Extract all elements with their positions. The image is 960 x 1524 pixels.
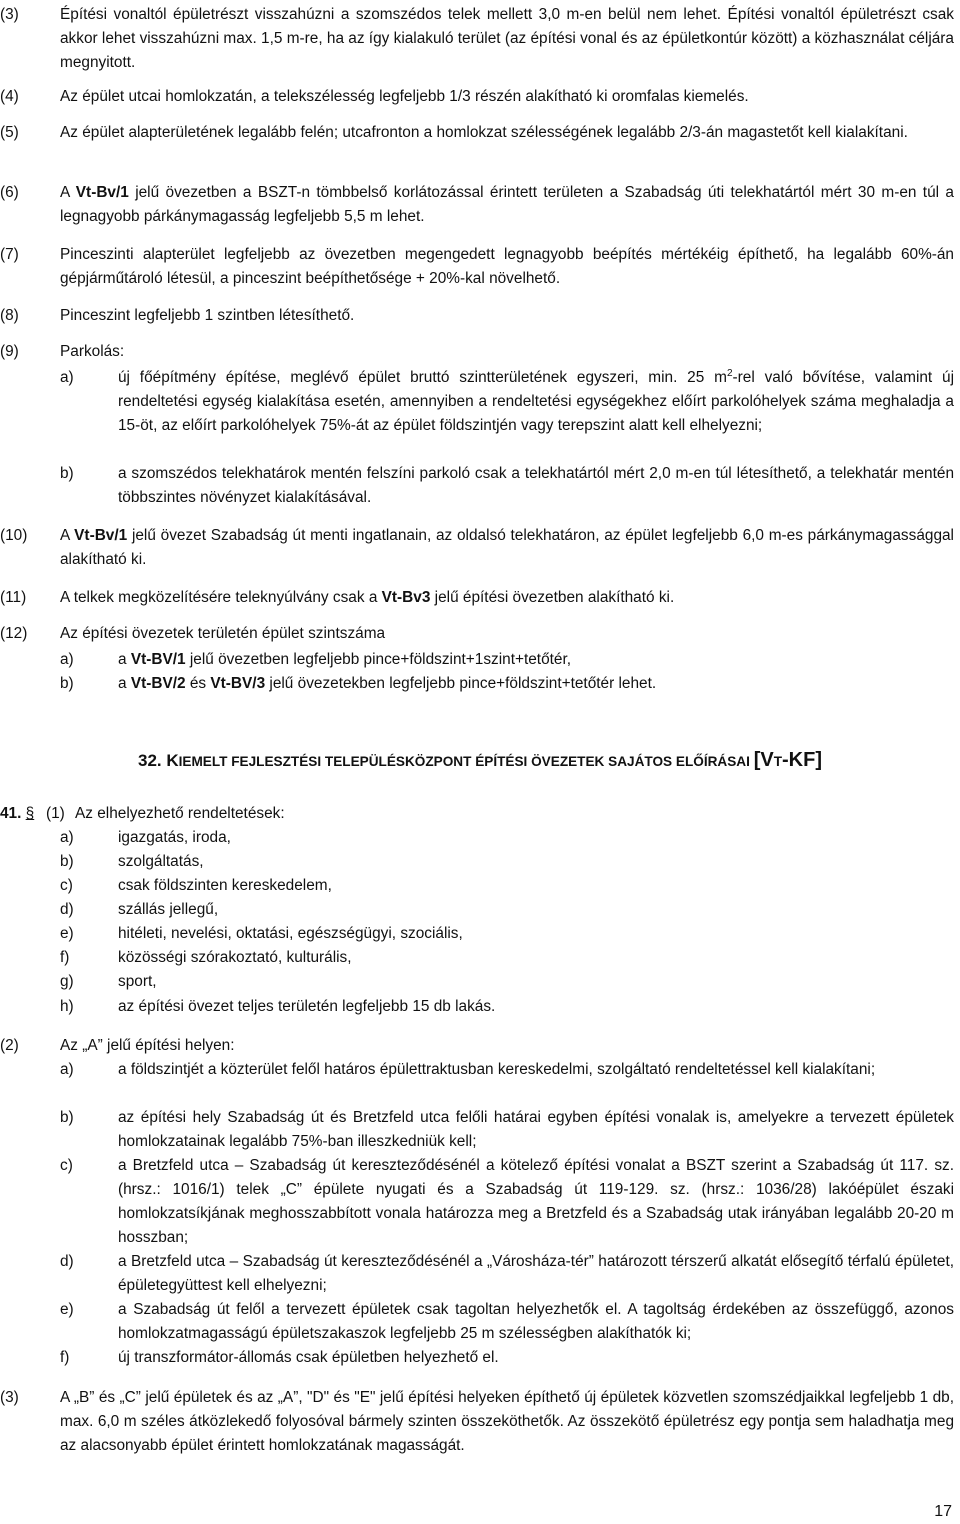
list-item-label: a) (60, 369, 74, 386)
paragraph-3 (0, 3, 960, 75)
list-item (0, 946, 960, 970)
list-item-text: szolgáltatás, (118, 853, 204, 870)
list-item-label: g) (60, 973, 74, 990)
zone-code: Vt-BV/2 (130, 675, 186, 692)
text-run: a (118, 675, 131, 692)
list-item-label: f) (60, 949, 70, 966)
list-item-label: d) (60, 901, 74, 918)
list-item (0, 1346, 960, 1370)
list-item-label: e) (60, 925, 74, 942)
heading-code-start: [V (753, 749, 774, 771)
list-item (0, 874, 960, 898)
paragraph-text: Parkolás: (60, 343, 125, 360)
paragraph-number: (1) (46, 805, 65, 822)
paragraph-number: (4) (0, 88, 19, 105)
text-run: jelű építési övezetben alakítható ki. (430, 589, 675, 606)
list-item-label: b) (60, 853, 74, 870)
text-run: a (118, 651, 131, 668)
heading-initial: K (166, 751, 179, 770)
section-heading (0, 748, 960, 774)
article-number: 41. § (0, 805, 35, 822)
paragraph-number: (8) (0, 307, 19, 324)
text-run: új főépítmény építése, meglévő épület bruttó szintterületének egyszeri, min. 25 m (118, 369, 727, 386)
list-item-text: a Szabadság út felől a tervezett épületek csak tagoltan helyezhetők el. A tagoltság érdekében az összefüggő, azonos homlokzatmagasságú épületszakaszok legfeljebb 25 m szélességben alakíthatók ki; (118, 1301, 954, 1342)
list-item-text (118, 648, 954, 672)
list-item-text: szállás jellegű, (118, 901, 219, 918)
list-item-label: e) (60, 1301, 74, 1318)
list-item (0, 672, 960, 696)
paragraph-text: Pinceszinti alapterület legfeljebb az övezetben megengedett legnagyobb beépítés mértékéig építhető, ha legalább 60%-án gépjárműtároló létesül, a pinceszint beépíthetősége + 20%-kal növelhető. (60, 246, 954, 287)
list-item (0, 826, 960, 850)
list-item (0, 1298, 960, 1346)
paragraph-text: Az elhelyezhető rendeltetések: (75, 805, 285, 822)
list-item (0, 995, 960, 1019)
paragraph-number: (2) (0, 1037, 19, 1054)
list-item (0, 462, 960, 510)
list-item-text: csak földszinten kereskedelem, (118, 877, 332, 894)
list-item (0, 922, 960, 946)
text-run: jelű övezetben legfeljebb pince+földszint+1szint+tetőtér, (185, 651, 572, 668)
list-item (0, 1106, 960, 1154)
paragraph-6 (0, 181, 960, 229)
paragraph-10 (0, 524, 960, 572)
paragraph-text (60, 181, 954, 229)
paragraph-number: (3) (0, 6, 19, 23)
list-item-label: f) (60, 1349, 70, 1366)
list-item-label: a) (60, 651, 74, 668)
superscript: 2 (726, 367, 733, 379)
zone-code: Vt-Bv/1 (75, 184, 129, 201)
list-item-text: az építési hely Szabadság út és Bretzfeld utca felőli határai egyben építési vonalak is, amelyekre a tervezett épületek homlokzatainak legalább 75%-ban illeszkedniük kell; (118, 1109, 954, 1150)
paragraph-2 (0, 1034, 960, 1058)
zone-code: Vt-Bv/1 (74, 527, 128, 544)
paragraph-12 (0, 622, 960, 646)
paragraph-text: Pinceszint legfeljebb 1 szintben létesíthető. (60, 307, 355, 324)
paragraph-9 (0, 340, 960, 364)
list-item-label: b) (60, 675, 74, 692)
paragraph-text: Építési vonaltól épületrészt visszahúzni a szomszédos telek mellett 3,0 m-en belül nem lehet. Építési vonaltól épületrészt csak akkor lehet visszahúzni max. 1,5 m-re, ha az így kialakuló terület (az építési vonal és az épületkontúr között) a közhasználat céljára megnyitott. (60, 6, 954, 71)
heading-number: 32. (138, 751, 167, 770)
heading-text: IEMELT FEJLESZTÉSI TELEPÜLÉSKÖZPONT ÉPÍTÉSI ÖVEZETEK SAJÁTOS ELŐÍRÁSAI (178, 754, 754, 769)
text-run: -rel való bővítése, valamint új rendeltetési egység kialakítása esetén, amennyiben a rendeltetési egységekhez előírt parkolóhelyek száma meghaladja a 15-öt, az előírt parkolóhelyek 75%-át az épület földszintjén vagy terepszint alatt kell elhelyezni; (118, 369, 955, 434)
list-item-text: a Bretzfeld utca – Szabadság út kereszteződésénél a „Városháza-tér” határozott térszerű alkatát elősegítő térfalú épületet, épületegyüttest kell elhelyezni; (118, 1253, 954, 1294)
list-item-label: c) (60, 1157, 73, 1174)
paragraph-text (60, 586, 954, 610)
list-item-label: d) (60, 1253, 74, 1270)
list-item (0, 366, 960, 438)
list-item-text: az építési övezet teljes területén legfeljebb 15 db lakás. (118, 998, 496, 1015)
list-item-text: hitéleti, nevelési, oktatási, egészségügyi, szociális, (118, 925, 463, 942)
heading-code-end: -KF] (782, 749, 822, 771)
text-run: A (60, 184, 76, 201)
paragraph-number: (12) (0, 625, 28, 642)
list-item-text: új transzformátor-állomás csak épületben helyezhető el. (118, 1349, 499, 1366)
list-item (0, 1058, 960, 1082)
paragraph-text: Az „A” jelű építési helyen: (60, 1037, 235, 1054)
list-item-label: h) (60, 998, 74, 1015)
zone-code: Vt-BV/1 (130, 651, 186, 668)
paragraph-4 (0, 85, 960, 109)
list-item-text: igazgatás, iroda, (118, 829, 231, 846)
paragraph-number: (7) (0, 246, 19, 263)
text-run: és (185, 675, 211, 692)
list-item-text (118, 366, 954, 438)
paragraph-text: Az épület alapterületének legalább felén; utcafronton a homlokzat szélességének legalább 2/3-án magastetőt kell kialakítani. (60, 124, 908, 141)
list-item-label: c) (60, 877, 73, 894)
paragraph-number: (5) (0, 124, 19, 141)
paragraph-number: (9) (0, 343, 19, 360)
paragraph-text: Az építési övezetek területén épület szintszáma (60, 625, 386, 642)
zone-code: Vt-Bv3 (381, 589, 431, 606)
paragraph-number: (6) (0, 184, 19, 201)
paragraph-number: (10) (0, 527, 28, 544)
paragraph-number: (11) (0, 589, 27, 606)
paragraph-8 (0, 304, 960, 328)
list-item-label: a) (60, 829, 74, 846)
paragraph-text: Az épület utcai homlokzatán, a telekszélesség legfeljebb 1/3 részén alakítható ki oromfalas kiemelés. (60, 88, 749, 105)
paragraph-5 (0, 121, 960, 145)
text-run: A telkek megközelítésére teleknyúlvány csak a (60, 589, 382, 606)
list-item-text: közösségi szórakoztató, kulturális, (118, 949, 352, 966)
text-run: jelű övezetben a BSZT-n tömbbelső korlátozással érintett területen a Szabadság úti telekhatártól mért 30 m-en túl a legnagyobb párkánymagasság legfeljebb 5,5 m lehet. (60, 184, 954, 225)
list-item (0, 898, 960, 922)
heading-code-mid: T (773, 754, 782, 769)
paragraph-11 (0, 586, 960, 610)
text-run: jelű övezetekben legfeljebb pince+földszint+tetőtér lehet. (265, 675, 657, 692)
paragraph-number: (3) (0, 1389, 19, 1406)
zone-code: Vt-BV/3 (210, 675, 266, 692)
list-item (0, 648, 960, 672)
list-item-text: a Bretzfeld utca – Szabadság út kereszteződésénél a kötelező építési vonalat a BSZT szerint a Szabadság út 117. sz. (hrsz.: 1016/1) telek „C” épülete nyugati és a Szabadság út 119-129. sz. (hrsz.: 1036/28) lakóépület északi homlokzatsíkjának meghosszabbított vonala határozza meg a Bretzfeld és a Szabadság utak irányában legalább 20-20 m hosszban; (118, 1157, 954, 1246)
list-item-label: b) (60, 465, 74, 482)
list-item (0, 1250, 960, 1298)
list-item (0, 1154, 960, 1250)
list-item (0, 970, 960, 994)
list-item-text: a szomszédos telekhatárok mentén felszíni parkoló csak a telekhatártól mért 2,0 m-en túl létesíthető, a telekhatár mentén többszintes növényzet kialakításával. (118, 465, 954, 506)
paragraph-3-article-41 (0, 1386, 960, 1458)
list-item-label: a) (60, 1061, 74, 1078)
text-run: jelű övezet Szabadság út menti ingatlanain, az oldalsó telekhatáron, az épület legfeljebb 6,0 m-es párkánymagassággal alakítható ki. (60, 527, 954, 568)
text-run: A (60, 527, 75, 544)
list-item-text: a földszintjét a közterület felől határos épülettraktusban kereskedelmi, szolgáltató rendeltetéssel kell kialakítani; (118, 1061, 876, 1078)
paragraph-7 (0, 243, 960, 291)
list-item (0, 850, 960, 874)
list-item-label: b) (60, 1109, 74, 1126)
paragraph-text: A „B” és „C” jelű épületek és az „A”, "D" és "E" jelű építési helyeken építhető új épületek közvetlen szomszédjaikkal legfeljebb 1 db, max. 6,0 m széles átközlekedő folyosóval bármely szinten összeköthetők. Az összekötő épületrész egy pontja sem haladhatja meg az alacsonyabb épület érintett homlokzatának magasságát. (60, 1389, 954, 1454)
page-number: 17 (934, 1503, 952, 1520)
list-item-text (118, 672, 954, 696)
paragraph-text (60, 524, 954, 572)
list-item-text: sport, (118, 973, 157, 990)
